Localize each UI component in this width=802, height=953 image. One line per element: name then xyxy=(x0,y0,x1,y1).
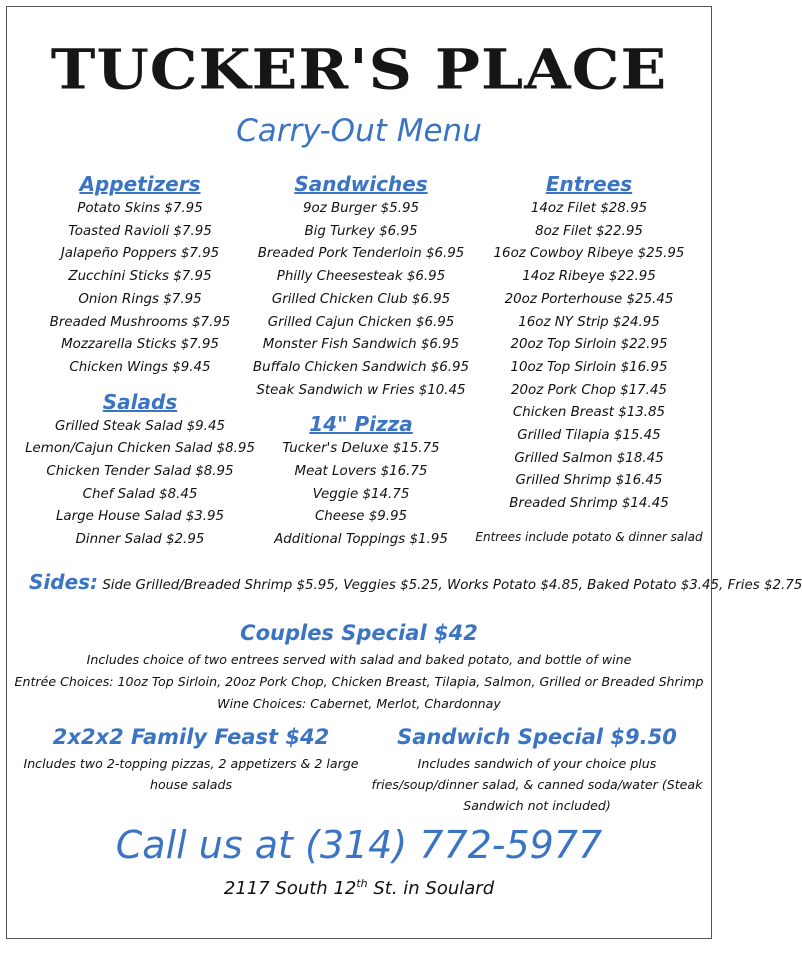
appetizers-list xyxy=(25,198,255,380)
menu-item: Monster Fish Sandwich $6.95 xyxy=(262,337,460,353)
sandwich-special-description: Includes sandwich of your choice plus fries/soup/dinner salad, & canned soda/water (Steak Sandwich not included) xyxy=(371,756,703,813)
address-ordinal: th xyxy=(356,877,368,890)
menu-item: 14oz Ribeye $22.95 xyxy=(522,269,656,285)
menu-item: Grilled Cajun Chicken $6.95 xyxy=(267,314,455,330)
menu-subtitle: Carry-Out Menu xyxy=(236,113,482,149)
sandwiches-list xyxy=(247,198,475,402)
salads-heading: Salads xyxy=(102,389,178,414)
menu-item: 20oz Pork Chop $17.45 xyxy=(511,382,667,398)
family-feast xyxy=(21,725,361,795)
menu-item: Dinner Salad $2.95 xyxy=(75,532,205,548)
feast-description: Includes two 2-topping pizzas, 2 appetizers & 2 large house salads xyxy=(23,756,359,792)
menu-item: Big Turkey $6.95 xyxy=(304,223,418,239)
entrees-list xyxy=(475,198,703,516)
menu-item: Toasted Ravioli $7.95 xyxy=(68,223,212,239)
menu-item: Onion Rings $7.95 xyxy=(78,291,202,307)
menu-item: Additional Toppings $1.95 xyxy=(274,532,448,548)
menu-item: Breaded Mushrooms $7.95 xyxy=(49,314,231,330)
menu-item: Lemon/Cajun Chicken Salad $8.95 xyxy=(25,441,255,457)
menu-item: Breaded Shrimp $14.45 xyxy=(509,496,669,512)
couples-special xyxy=(7,621,711,715)
couples-line-2: Entrée Choices: 10oz Top Sirloin, 20oz Pork Chop, Chicken Breast, Tilapia, Salmon, Grilled or Breaded Shrimp xyxy=(14,674,704,689)
restaurant-name: TUCKER'S PLACE xyxy=(50,37,668,103)
entrees-heading: Entrees xyxy=(545,172,633,196)
menu-item: Mozzarella Sticks $7.95 xyxy=(61,337,219,353)
couples-line-1: Includes choice of two entrees served with salad and baked potato, and bottle of wine xyxy=(86,652,632,667)
couples-heading: Couples Special $42 xyxy=(240,621,478,645)
couples-line-3: Wine Choices: Cabernet, Merlot, Chardonnay xyxy=(217,696,501,711)
pizza-list xyxy=(247,438,475,552)
menu-item: 20oz Porterhouse $25.45 xyxy=(504,291,674,307)
appetizers-heading: Appetizers xyxy=(79,172,201,196)
menu-item: 10oz Top Sirloin $16.95 xyxy=(510,359,668,375)
menu-item: Grilled Steak Salad $9.45 xyxy=(55,418,225,434)
entrees-note: Entrees include potato & dinner salad xyxy=(475,529,703,544)
column-right xyxy=(475,171,703,549)
feast-heading: 2x2x2 Family Feast $42 xyxy=(52,725,330,749)
menu-item: 16oz NY Strip $24.95 xyxy=(518,314,660,330)
menu-item: Tucker's Deluxe $15.75 xyxy=(282,441,440,457)
menu-item: Breaded Pork Tenderloin $6.95 xyxy=(257,246,465,262)
column-left xyxy=(25,171,255,552)
menu-item: 20oz Top Sirloin $22.95 xyxy=(510,337,668,353)
menu-item: Chef Salad $8.45 xyxy=(82,486,198,502)
menu-item: Potato Skins $7.95 xyxy=(77,201,203,216)
menu-item: 16oz Cowboy Ribeye $25.95 xyxy=(493,246,685,262)
menu-item: Steak Sandwich w Fries $10.45 xyxy=(256,382,466,398)
menu-item: Zucchini Sticks $7.95 xyxy=(68,269,212,285)
menu-item: Grilled Salmon $18.45 xyxy=(514,450,664,466)
sides-label: Sides: xyxy=(29,570,99,594)
menu-item: Philly Cheesesteak $6.95 xyxy=(276,269,446,285)
menu-item: Cheese $9.95 xyxy=(314,509,408,525)
sandwiches-heading: Sandwiches xyxy=(294,172,428,196)
sandwich-special-heading: Sandwich Special $9.50 xyxy=(397,725,677,749)
sides-line xyxy=(29,570,802,594)
menu-item: Chicken Tender Salad $8.95 xyxy=(46,464,234,480)
menu-item: Meat Lovers $16.75 xyxy=(294,464,428,480)
menu-item: Buffalo Chicken Sandwich $6.95 xyxy=(252,359,470,375)
menu-item: Large House Salad $3.95 xyxy=(55,509,225,525)
column-middle xyxy=(247,171,475,552)
menu-item: 8oz Filet $22.95 xyxy=(535,223,643,239)
menu-item: Veggie $14.75 xyxy=(312,486,410,502)
menu-item: 9oz Burger $5.95 xyxy=(302,201,419,216)
menu-item: Grilled Chicken Club $6.95 xyxy=(271,291,451,307)
salads-list xyxy=(25,416,255,552)
sandwich-special xyxy=(369,725,705,816)
menu-item: Grilled Shrimp $16.45 xyxy=(515,473,663,489)
menu-item: Chicken Breast $13.85 xyxy=(512,405,666,421)
menu-item: Jalapeño Poppers $7.95 xyxy=(60,246,220,262)
address-street: 2117 South 12 xyxy=(223,878,357,899)
menu-page xyxy=(6,6,802,939)
sides-text: Side Grilled/Breaded Shrimp $5.95, Veggies $5.25, Works Potato $4.85, Baked Potato $3.45, Fries $2.75 xyxy=(102,578,802,593)
pizza-heading: 14" Pizza xyxy=(309,412,413,437)
phone-call-line: Call us at (314) 772-5977 xyxy=(115,823,603,867)
menu-item: Chicken Wings $9.45 xyxy=(69,359,211,375)
address-area: St. in Soulard xyxy=(367,878,495,899)
menu-item: Grilled Tilapia $15.45 xyxy=(517,428,661,444)
menu-item: 14oz Filet $28.95 xyxy=(530,201,648,216)
address xyxy=(7,877,711,899)
